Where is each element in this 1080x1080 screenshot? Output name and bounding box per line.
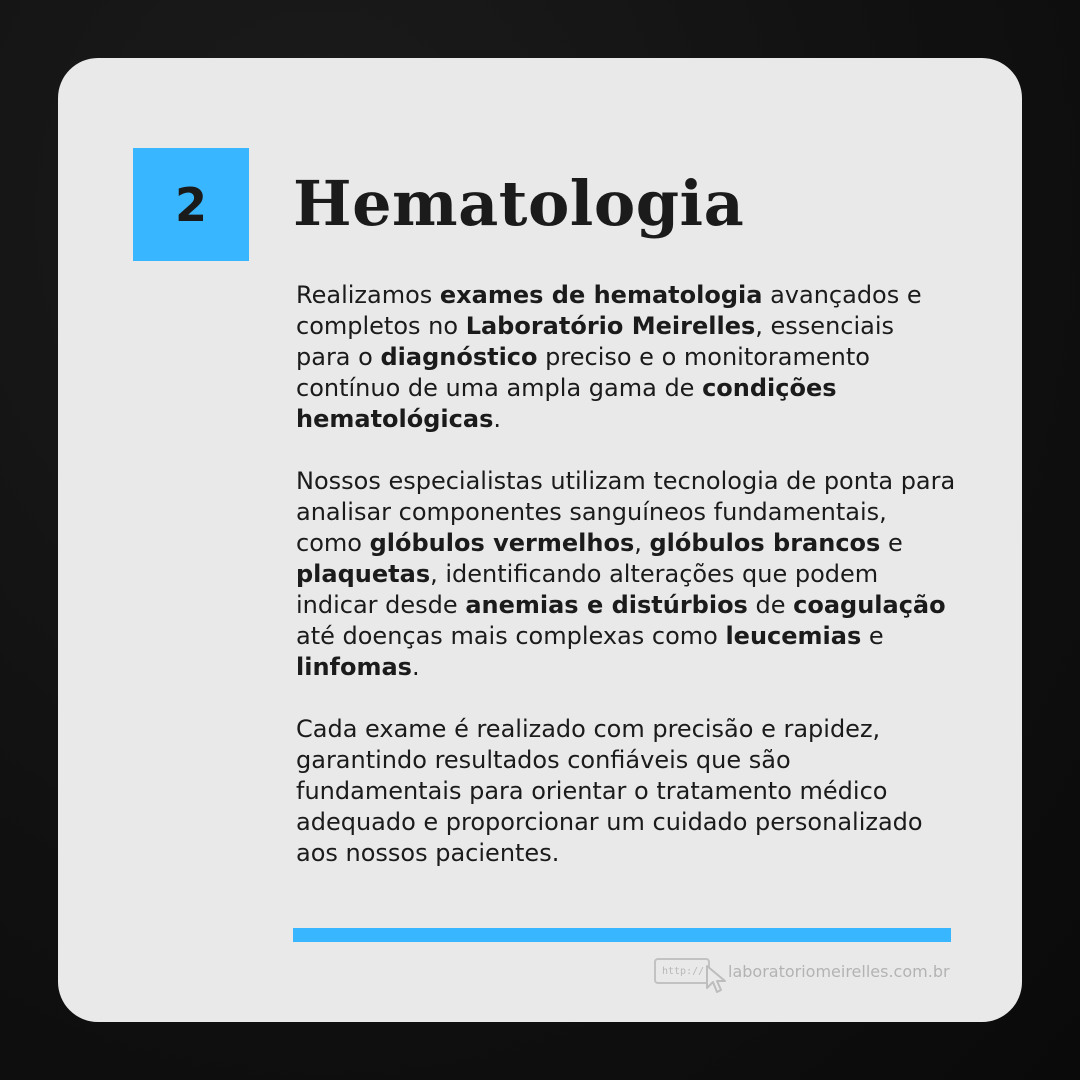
highlighted-term: coagulação <box>793 591 946 619</box>
text-run: . <box>493 405 501 433</box>
highlighted-term: Laboratório Meirelles <box>465 312 756 340</box>
content-card <box>58 58 1022 1022</box>
body-paragraph <box>296 466 956 683</box>
text-run: avançados e completos no <box>296 281 922 340</box>
accent-divider <box>293 928 951 942</box>
highlighted-term: anemias e distúrbios <box>465 591 748 619</box>
highlighted-term: glóbulos brancos <box>649 529 881 557</box>
body-text <box>296 280 956 869</box>
body-paragraph <box>296 280 956 435</box>
text-run: até doenças mais complexas como <box>296 622 726 650</box>
text-run: preciso e o monitoramento contínuo de uma ampla gama de <box>296 343 870 402</box>
text-run: . <box>411 653 420 681</box>
text-run: Nossos especialistas utilizam tecnologia de ponta para analisar componentes sanguíneos fundamentais, como <box>296 467 956 557</box>
text-run: , essenciais para o <box>296 312 895 371</box>
url-badge-label: http:// <box>662 965 705 977</box>
section-number-badge <box>133 148 249 261</box>
highlighted-term: exames de hematologia <box>439 281 763 309</box>
website-link[interactable]: laboratoriomeirelles.com.br <box>728 961 950 981</box>
highlighted-term: plaquetas <box>296 560 431 588</box>
page-title: Hematologia <box>293 167 745 240</box>
cursor-arrow-icon <box>704 964 728 996</box>
highlighted-term: condições hematológicas <box>296 374 837 433</box>
text-run: , <box>634 529 650 557</box>
highlighted-term: leucemias <box>725 622 862 650</box>
text-run: e <box>861 622 884 650</box>
text-run: , identificando alterações que podem indicar desde <box>296 560 879 619</box>
body-paragraph <box>296 714 956 869</box>
highlighted-term: linfomas <box>296 653 412 681</box>
url-badge <box>654 958 710 984</box>
highlighted-term: diagnóstico <box>380 343 538 371</box>
section-number: 2 <box>174 177 207 232</box>
text-run: de <box>747 591 794 619</box>
highlighted-term: glóbulos vermelhos <box>369 529 635 557</box>
website-footer[interactable] <box>654 951 954 991</box>
text-run: e <box>880 529 903 557</box>
text-run: Cada exame é realizado com precisão e rapidez, garantindo resultados confiáveis que são fundamentais para orientar o tratamento médico adequado e proporcionar um cuidado personalizado aos nossos pacientes. <box>296 715 923 867</box>
text-run: Realizamos <box>296 281 440 309</box>
